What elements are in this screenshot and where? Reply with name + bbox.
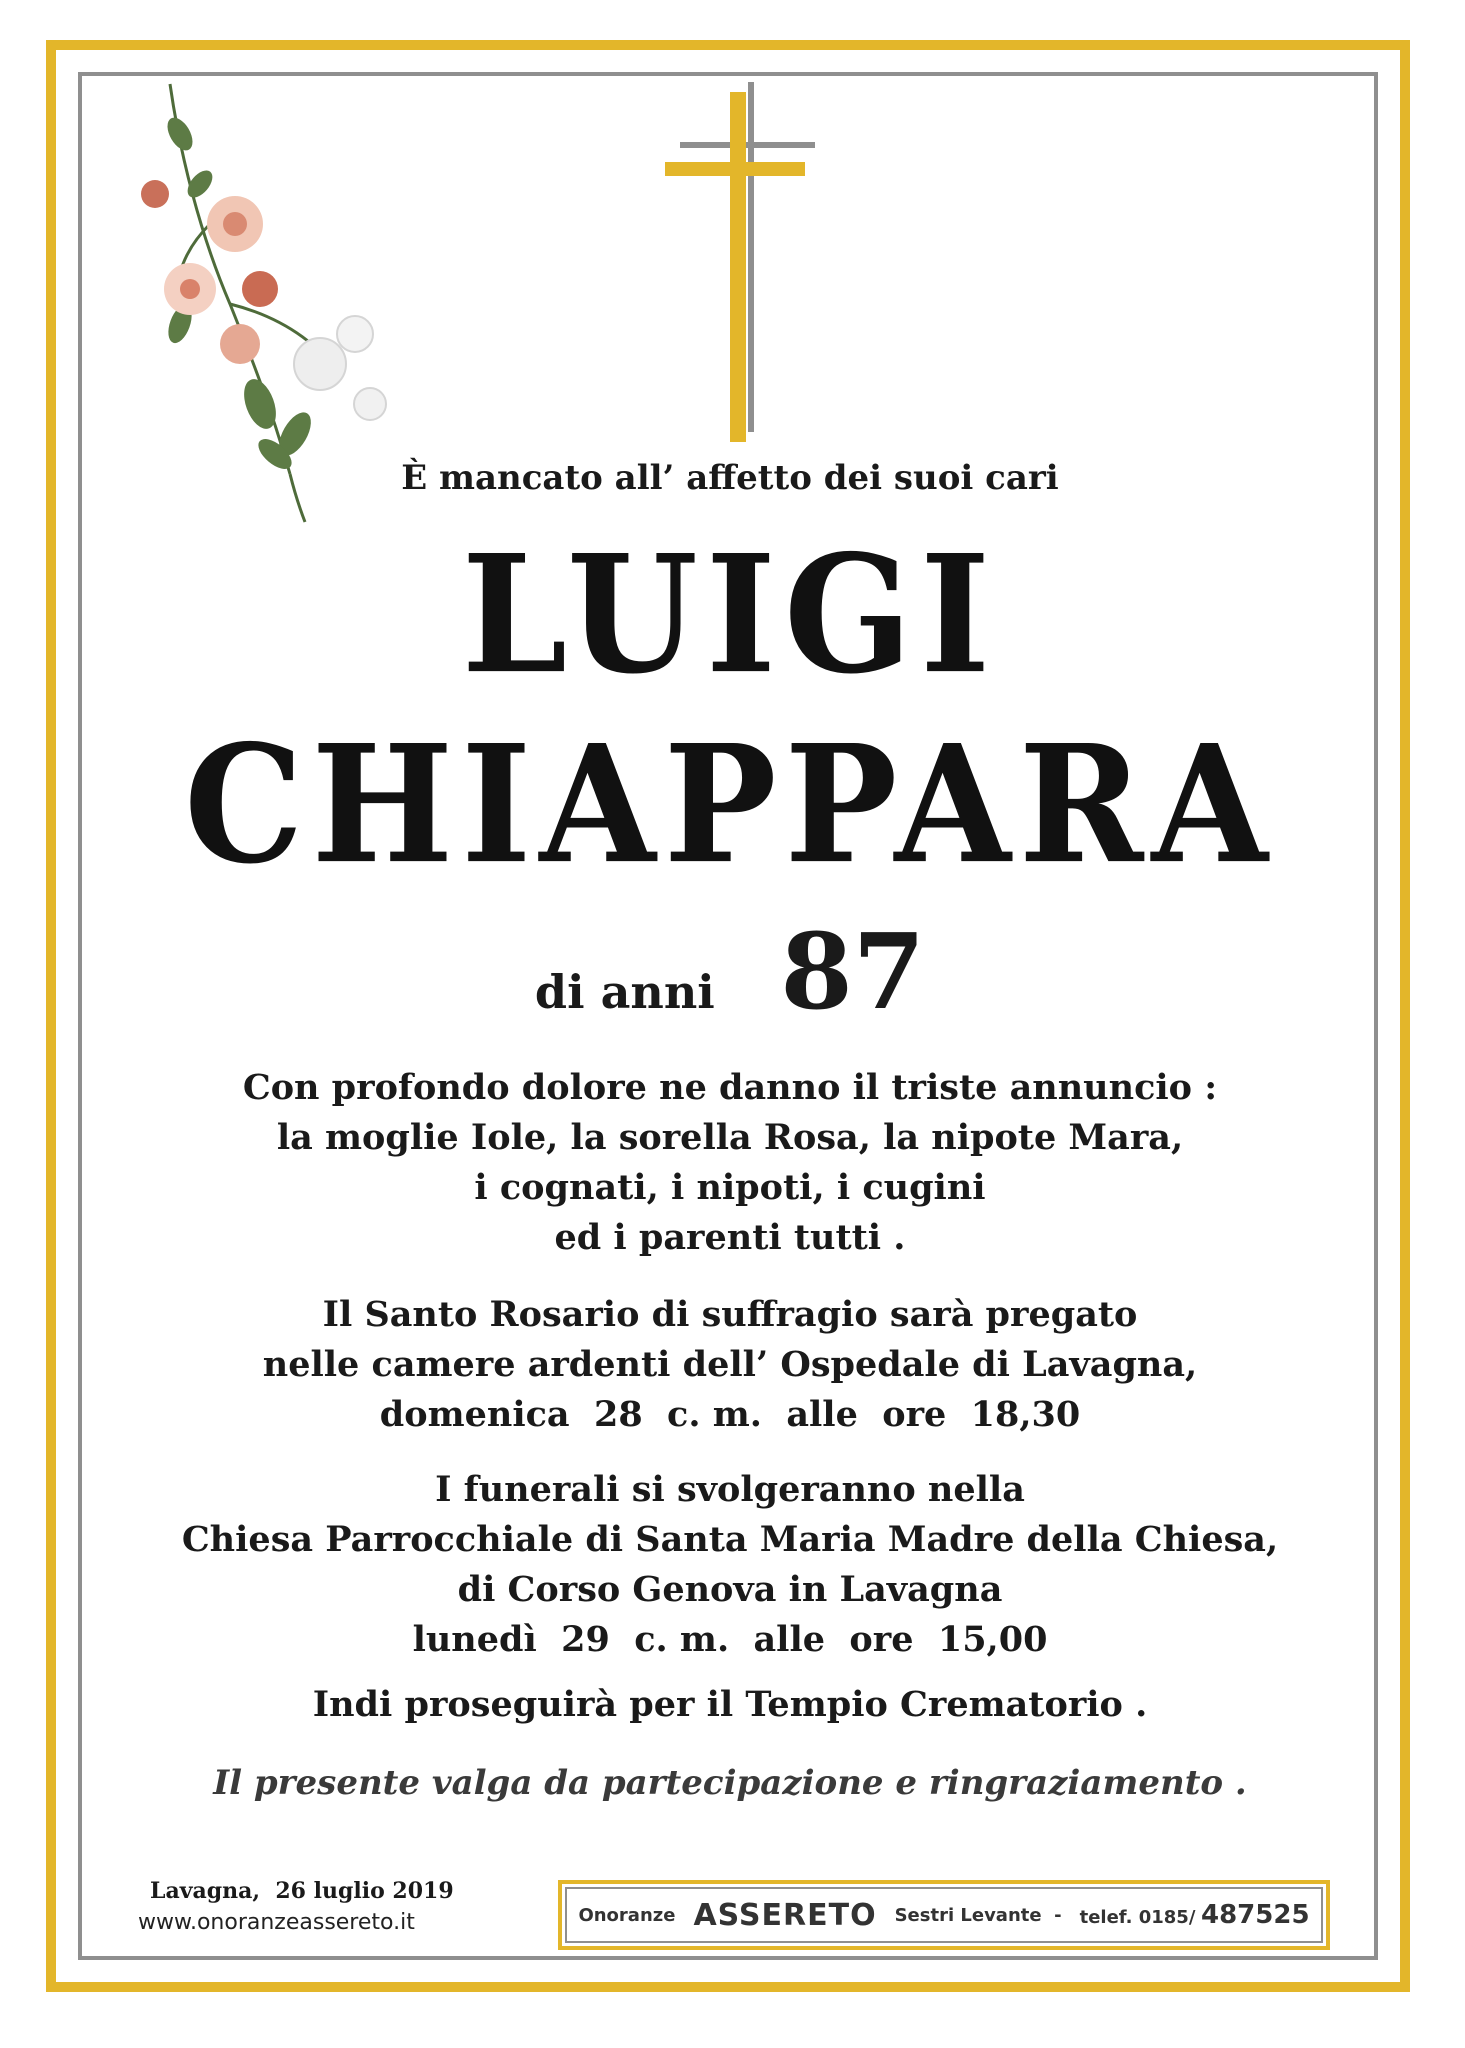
rosary-line: domenica 28 c. m. alle ore 18,30 (379, 1394, 1081, 1435)
rosary-line: nelle camere ardenti dell’ Ospedale di Lavagna, (262, 1344, 1198, 1385)
brand-phone-label: telef. 0185/ (1079, 1907, 1196, 1928)
website-link[interactable]: www.onoranzeassereto.it (138, 1910, 415, 1935)
funeral-line: I funerali si svolgeranno nella (435, 1469, 1025, 1510)
brand-phone (1080, 1900, 1310, 1930)
intro-line: È mancato all’ affetto dei suoi cari (401, 458, 1059, 498)
announcement-line: ed i parenti tutti . (554, 1217, 906, 1258)
funeral-line: lunedì 29 c. m. alle ore 15,00 (412, 1619, 1048, 1660)
brand-prefix: Onoranze (578, 1904, 676, 1926)
last-name: CHIAPPARA (184, 709, 1276, 901)
brand-phone-number: 487525 (1201, 1900, 1310, 1930)
funeral-line: Chiesa Parrocchiale di Santa Maria Madre della Chiesa, (181, 1519, 1279, 1560)
announcement-paragraph (80, 1063, 1380, 1263)
thanks-line: Il presente valga da partecipazione e ringraziamento . (213, 1763, 1247, 1803)
brand-name: ASSERETO (693, 1897, 877, 1933)
funeral-home-box (558, 1880, 1330, 1950)
place-date: Lavagna, 26 luglio 2019 (150, 1878, 454, 1904)
announcement-line: Con profondo dolore ne danno il triste annuncio : (242, 1067, 1218, 1108)
funeral-line: di Corso Genova in Lavagna (457, 1569, 1003, 1610)
cross-icon (660, 82, 820, 442)
first-name: LUIGI (461, 519, 999, 711)
age-value: 87 (780, 910, 926, 1033)
announcement-line: la moglie Iole, la sorella Rosa, la nipote Mara, (276, 1117, 1184, 1158)
cremation-line: Indi proseguirà per il Tempio Crematorio . (312, 1684, 1148, 1725)
rosary-paragraph (80, 1290, 1380, 1440)
flower-bouquet-illustration (120, 74, 410, 524)
funeral-paragraph (80, 1465, 1380, 1665)
age-row (80, 910, 1380, 1033)
announcement-line: i cognati, i nipoti, i cugini (474, 1167, 986, 1208)
brand-location: Sestri Levante - (894, 1904, 1062, 1926)
funeral-home-inner (565, 1887, 1323, 1943)
age-label: di anni (534, 965, 715, 1019)
rosary-line: Il Santo Rosario di suffragio sarà pregato (322, 1294, 1138, 1335)
